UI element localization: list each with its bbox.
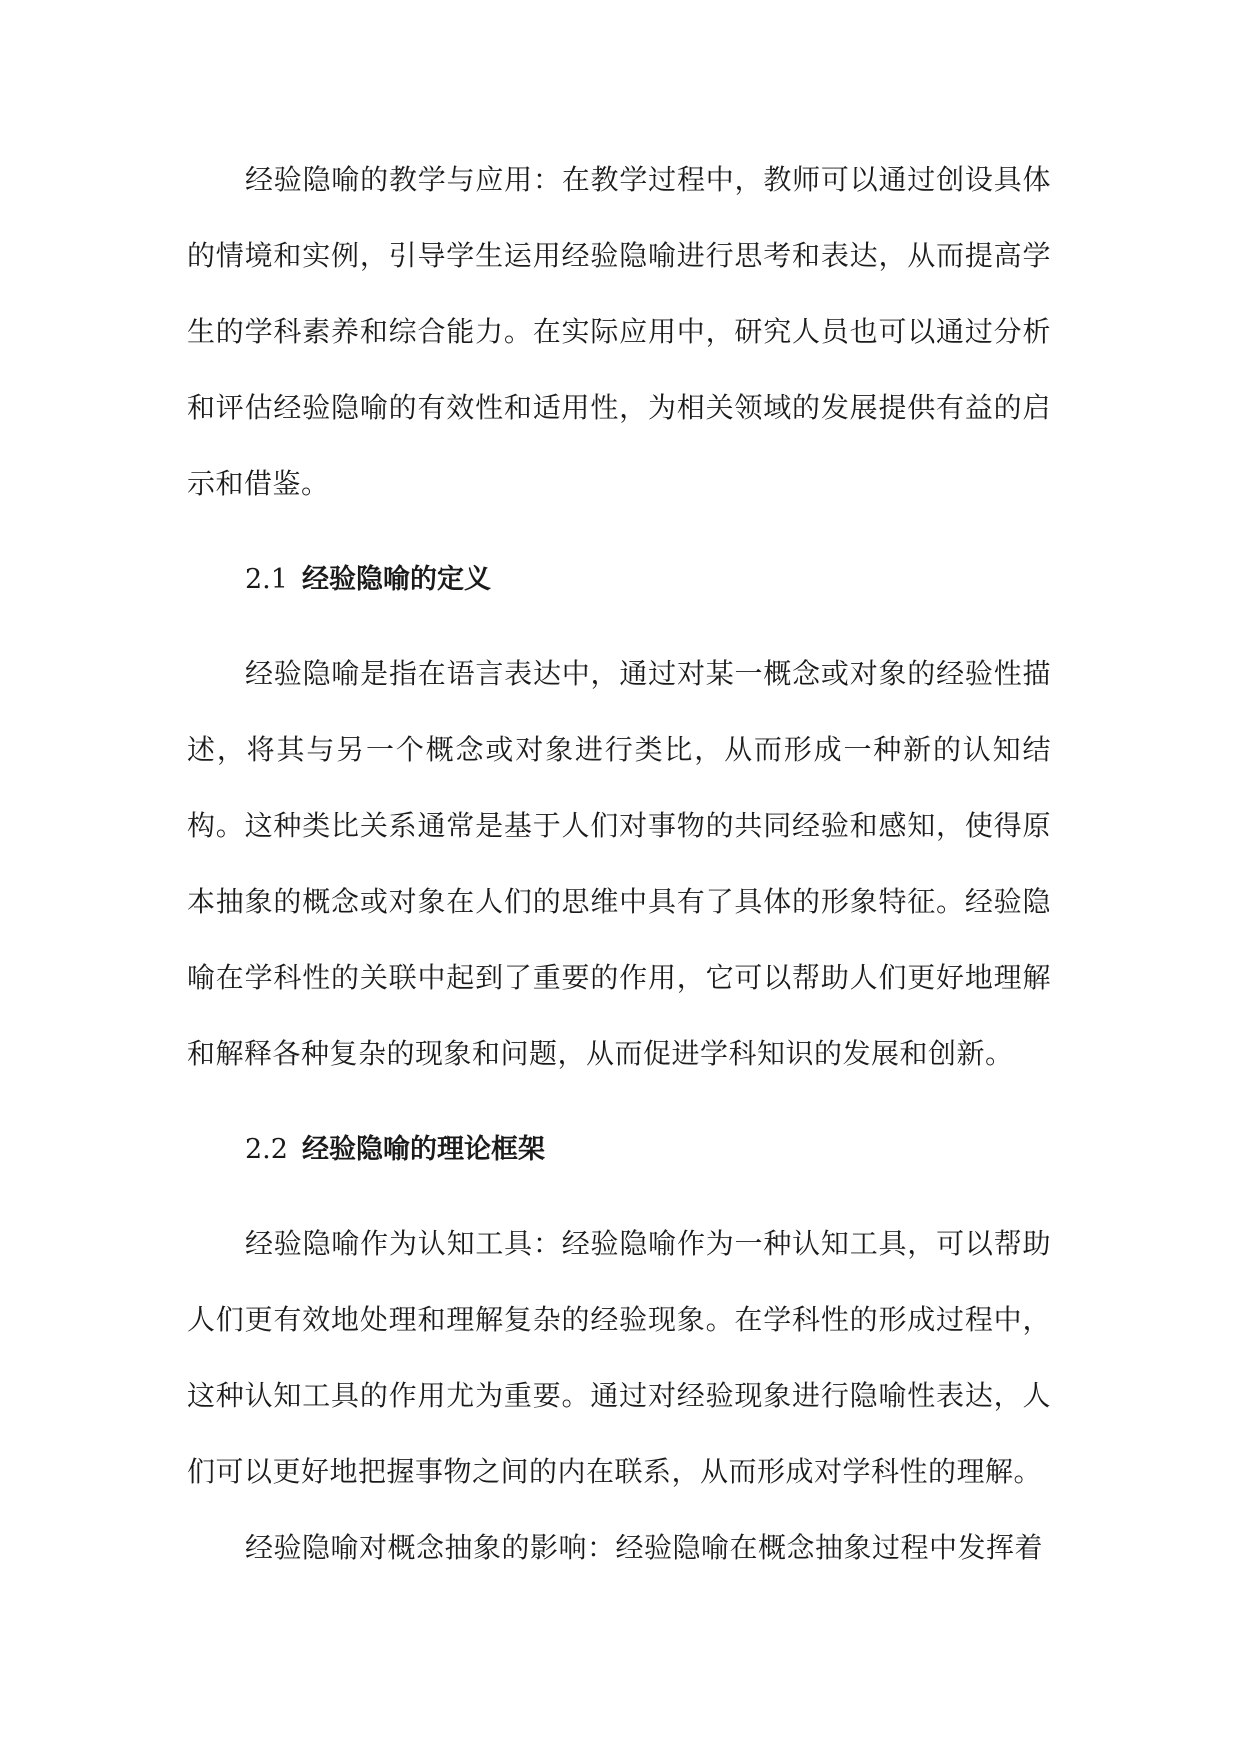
section-number: 2.2 — [245, 1134, 288, 1165]
section-heading-2-1 — [187, 560, 1051, 600]
paragraph-cognitive-tool: 经验隐喻作为认知工具：经验隐喻作为一种认知工具，可以帮助人们更有效地处理和理解复杂的经验现象。在学科性的形成过程中，这种认知工具的作用尤为重要。通过对经验现象进行隐喻性表达，人们可以更好地把握事物之间的内在联系，从而形成对学科性的理解。 — [187, 1227, 1051, 1488]
paragraph-concept-abstraction: 经验隐喻对概念抽象的影响：经验隐喻在概念抽象过程中发挥着 — [245, 1531, 1044, 1564]
section-title: 经验隐喻的定义 — [301, 564, 491, 595]
section-number: 2.1 — [245, 564, 288, 595]
paragraph-teaching-application: 经验隐喻的教学与应用：在教学过程中，教师可以通过创设具体的情境和实例，引导学生运用经验隐喻进行思考和表达，从而提高学生的学科素养和综合能力。在实际应用中，研究人员也可以通过分析和评估经验隐喻的有效性和适用性，为相关领域的发展提供有益的启示和借鉴。 — [187, 163, 1051, 500]
section-heading-2-2 — [187, 1130, 1051, 1170]
document-page — [187, 142, 1051, 1586]
section-title: 经验隐喻的理论框架 — [301, 1134, 545, 1165]
paragraph-definition: 经验隐喻是指在语言表达中，通过对某一概念或对象的经验性描述，将其与另一个概念或对象进行类比，从而形成一种新的认知结构。这种类比关系通常是基于人们对事物的共同经验和感知，使得原本抽象的概念或对象在人们的思维中具有了具体的形象特征。经验隐喻在学科性的关联中起到了重要的作用，它可以帮助人们更好地理解和解释各种复杂的现象和问题，从而促进学科知识的发展和创新。 — [187, 657, 1051, 1070]
